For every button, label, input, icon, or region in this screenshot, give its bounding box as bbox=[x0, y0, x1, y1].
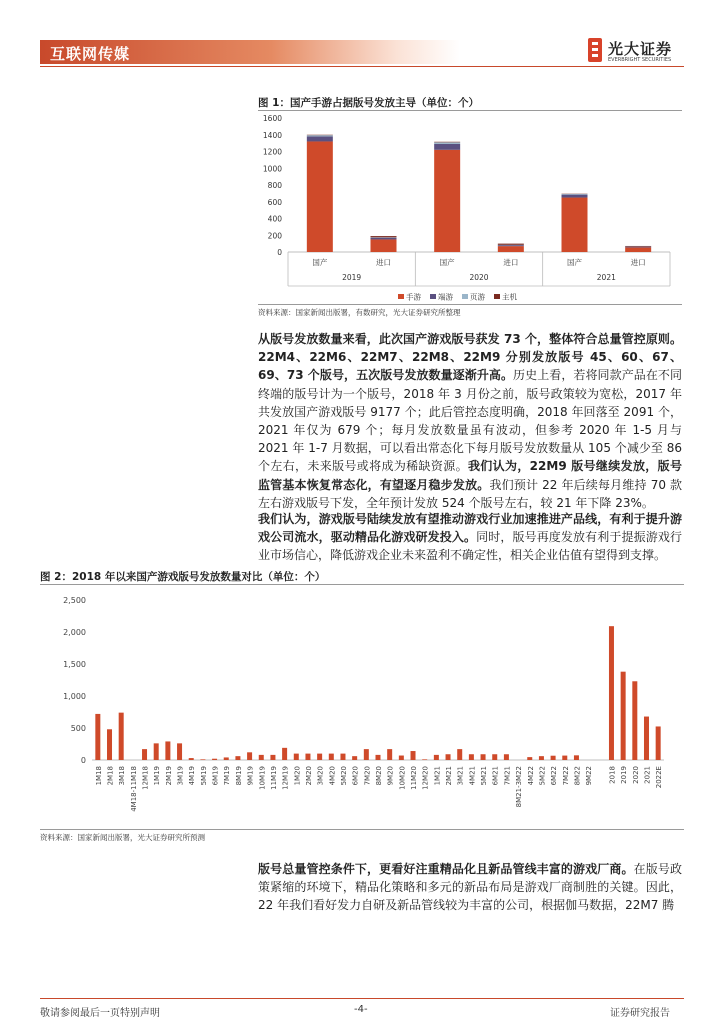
paragraph-2-body: 同时，版号再度发放有利于提振游戏行业市场信心，降低游戏企业未来盈利不确定性，相关企业估值有望得到支撑。 bbox=[258, 530, 682, 563]
figure2-x-tick-label: 5M19 bbox=[199, 766, 208, 786]
figure1-y-tick-label: 1200 bbox=[262, 147, 282, 157]
figure1-bar-segment bbox=[562, 194, 588, 195]
paragraph-2-lead: 我们认为，游戏版号陆续发放有望推动游戏行业加速推进产品线，有利于提升游戏公司流水，驱动精品化游戏研发投入。 bbox=[258, 512, 682, 545]
paragraph-3-lead: 版号总量管控条件下，更看好注重精品化且新品管线丰富的游戏厂商。 bbox=[258, 862, 634, 876]
figure1-legend-label: 主机 bbox=[502, 292, 517, 302]
figure1-bar-segment bbox=[307, 141, 333, 252]
footer-rule bbox=[40, 998, 684, 999]
figure2-bar bbox=[434, 755, 439, 760]
brand-name: 光大证券 bbox=[608, 40, 673, 58]
figure2-x-tick-label: 2019 bbox=[620, 766, 629, 784]
figure1-group-label: 2021 bbox=[596, 273, 616, 282]
figure2-x-tick-label: 10M19 bbox=[258, 766, 267, 790]
figure2-bar bbox=[551, 756, 556, 760]
figure1-bar-segment bbox=[307, 135, 333, 136]
figure1-category-label: 进口 bbox=[630, 258, 646, 267]
figure2-bar bbox=[399, 756, 404, 760]
brand-english: EVERBRIGHT SECURITIES bbox=[608, 57, 672, 63]
figure1-bar-segment bbox=[562, 198, 588, 252]
figure2-x-tick-label: 2021 bbox=[643, 766, 652, 784]
figure2-x-tick-label: 3M18 bbox=[118, 766, 127, 786]
figure1-y-tick-label: 600 bbox=[267, 197, 282, 207]
figure2-bar bbox=[165, 741, 170, 760]
figure1-legend-label: 手游 bbox=[406, 292, 421, 302]
figure2-bar bbox=[446, 754, 451, 760]
figure1-source: 资料来源：国家新闻出版署，有数研究，光大证券研究所整理 bbox=[258, 308, 461, 317]
figure1-category-label: 进口 bbox=[376, 258, 391, 267]
figure2-bar bbox=[644, 717, 649, 760]
figure1-legend-swatch bbox=[398, 294, 404, 299]
figure2-x-tick-label: 11M20 bbox=[410, 766, 419, 790]
figure2-bar bbox=[574, 755, 579, 760]
figure1-bar-segment bbox=[307, 136, 333, 141]
figure2-bottom-rule bbox=[40, 829, 684, 830]
figure2-x-tick-label: 1M20 bbox=[293, 766, 302, 786]
figure2-bar bbox=[317, 754, 322, 760]
figure2-y-tick-label: 500 bbox=[70, 724, 86, 733]
figure2-x-tick-label: 2M21 bbox=[445, 766, 454, 786]
figure2-bar bbox=[107, 729, 112, 760]
figure2-x-tick-label: 2020 bbox=[631, 766, 640, 784]
figure1-bar-segment bbox=[371, 238, 397, 240]
figure1-bar-segment bbox=[625, 246, 651, 247]
paragraph-3 bbox=[258, 860, 682, 915]
figure2-x-tick-label: 11M19 bbox=[269, 766, 278, 790]
figure2-y-tick-label: 2,500 bbox=[63, 596, 86, 605]
figure2-bar bbox=[469, 754, 474, 760]
figure2-bar bbox=[212, 759, 217, 760]
figure1-bottom-rule bbox=[258, 304, 682, 305]
figure2-bar bbox=[376, 755, 381, 760]
figure2-x-tick-label: 5M22 bbox=[538, 766, 547, 786]
figure1-y-tick-label: 1400 bbox=[262, 130, 282, 140]
figure2-y-tick-label: 0 bbox=[80, 756, 86, 765]
figure2-x-tick-label: 7M22 bbox=[561, 766, 570, 786]
figure2-x-tick-label: 9M20 bbox=[386, 766, 395, 786]
figure2-x-tick-label: 5M20 bbox=[339, 766, 348, 786]
figure2-bar bbox=[177, 743, 182, 760]
figure1-y-tick-label: 1600 bbox=[262, 114, 282, 123]
figure2-bar bbox=[352, 756, 357, 760]
figure2-bar bbox=[294, 754, 299, 760]
figure2-x-tick-label: 7M19 bbox=[223, 766, 232, 786]
figure2-x-tick-label: 2018 bbox=[608, 766, 617, 784]
figure1-bar-segment bbox=[625, 247, 651, 252]
figure2-bar bbox=[527, 757, 532, 760]
figure2-bar bbox=[364, 749, 369, 760]
figure1-y-tick-label: 1000 bbox=[262, 164, 282, 174]
figure2-bar bbox=[270, 755, 275, 760]
brand-logo bbox=[588, 36, 688, 68]
figure2-y-tick-label: 1,500 bbox=[63, 660, 86, 669]
figure2-x-tick-label: 6M20 bbox=[351, 766, 360, 786]
figure2-x-tick-label: 4M20 bbox=[328, 766, 337, 786]
brand-mark-icon bbox=[588, 38, 602, 62]
figure2-x-tick-label: 6M22 bbox=[550, 766, 559, 786]
figure2-x-tick-label: 2M20 bbox=[304, 766, 313, 786]
figure1-bar-segment bbox=[434, 150, 460, 252]
figure2-x-tick-label: 9M22 bbox=[585, 766, 594, 786]
figure2-x-tick-label: 3M19 bbox=[176, 766, 185, 786]
paragraph-1 bbox=[258, 330, 682, 512]
figure2-bar bbox=[154, 743, 159, 760]
figure1-bar-segment bbox=[434, 142, 460, 143]
figure2-x-tick-label: 6M19 bbox=[211, 766, 220, 786]
figure2-bar bbox=[411, 751, 416, 760]
figure1-category-label: 国产 bbox=[439, 258, 455, 267]
figure2-bar bbox=[224, 757, 229, 760]
figure2-title: 图 2：2018 年以来国产游戏版号发放数量对比（单位：个） bbox=[40, 571, 326, 583]
paragraph-1-forecast: 我们预计 22 年后续每月维持 70 款左右游戏版号下发，全年预计发放 524 个版号左右，较 21 年下降 23%。 bbox=[258, 477, 682, 510]
figure2-x-tick-label: 4M19 bbox=[188, 766, 197, 786]
figure1-y-tick-label: 800 bbox=[267, 181, 282, 190]
figure2-bar bbox=[457, 749, 462, 760]
figure2-bar bbox=[562, 756, 567, 760]
figure2-x-tick-label: 9M19 bbox=[246, 766, 255, 786]
figure1-legend-label: 页游 bbox=[470, 292, 485, 302]
footer-disclaimer: 敬请参阅最后一页特别声明 bbox=[40, 1008, 160, 1019]
figure2-x-tick-label: 2M18 bbox=[106, 766, 115, 786]
figure2-top-rule bbox=[40, 584, 684, 585]
figure2-bar bbox=[481, 754, 486, 760]
figure1-bar-segment bbox=[498, 244, 524, 245]
figure2-bar bbox=[621, 672, 626, 760]
figure1-bar-segment bbox=[562, 195, 588, 198]
figure2-x-tick-label: 4M21 bbox=[468, 766, 477, 786]
page-number: -4- bbox=[354, 1004, 368, 1015]
footer-report-type: 证券研究报告 bbox=[610, 1008, 670, 1019]
figure1-bar-segment bbox=[371, 239, 397, 252]
figure2-x-tick-label: 8M19 bbox=[234, 766, 243, 786]
figure2-x-tick-label: 2022E bbox=[655, 766, 664, 789]
figure2-bar bbox=[282, 748, 287, 760]
figure2-bar bbox=[95, 714, 100, 760]
figure1-group-label: 2019 bbox=[342, 273, 362, 282]
figure1-top-rule bbox=[258, 110, 682, 111]
figure2-bar bbox=[142, 749, 147, 760]
figure2-bar bbox=[235, 756, 240, 760]
figure2-x-tick-label: 12M19 bbox=[281, 766, 290, 790]
figure2-x-tick-label: 7M21 bbox=[503, 766, 512, 786]
paragraph-1-view: 我们认为，22M9 版号继续发放，版号监管基本恢复常态化，有望逐月稳步发放。 bbox=[258, 459, 682, 492]
figure1-y-tick-label: 200 bbox=[267, 231, 282, 241]
figure1-legend-swatch bbox=[494, 294, 500, 299]
figure2-y-tick-label: 1,000 bbox=[63, 692, 86, 701]
figure2-bar bbox=[329, 754, 334, 760]
figure2-bar bbox=[119, 713, 124, 760]
figure2-x-tick-label: 5M21 bbox=[480, 766, 489, 786]
figure2-x-tick-label: 1M19 bbox=[153, 766, 162, 786]
figure2-chart bbox=[40, 586, 684, 828]
figure2-source: 资料来源：国家新闻出版署，光大证券研究所预测 bbox=[40, 833, 205, 842]
paragraph-2 bbox=[258, 510, 682, 565]
figure2-bar bbox=[656, 726, 661, 760]
figure2-x-tick-label: 1M18 bbox=[94, 766, 103, 786]
figure2-bar bbox=[422, 759, 427, 760]
figure2-x-tick-label: 8M21-3M22 bbox=[515, 766, 524, 808]
figure2-bar bbox=[305, 754, 310, 760]
figure1-bar-segment bbox=[625, 247, 651, 248]
figure2-bar bbox=[259, 755, 264, 760]
figure2-bar bbox=[340, 754, 345, 760]
figure1-title: 图 1：国产手游占据版号发放主导（单位：个） bbox=[258, 97, 479, 109]
figure2-bar bbox=[200, 759, 205, 760]
figure2-bar bbox=[247, 752, 252, 760]
figure1-category-label: 进口 bbox=[503, 258, 519, 267]
figure2-x-tick-label: 8M22 bbox=[573, 766, 582, 786]
figure2-x-tick-label: 4M18-11M18 bbox=[129, 766, 138, 812]
figure1-bar-segment bbox=[498, 245, 524, 246]
figure2-bar bbox=[539, 756, 544, 760]
figure2-x-tick-label: 12M18 bbox=[141, 766, 150, 790]
figure1-legend-swatch bbox=[430, 294, 436, 299]
figure2-x-tick-label: 3M21 bbox=[456, 766, 465, 786]
figure2-x-tick-label: 7M20 bbox=[363, 766, 372, 786]
figure2-x-tick-label: 8M20 bbox=[375, 766, 383, 786]
figure2-bar bbox=[504, 754, 509, 760]
figure1-bar-segment bbox=[434, 142, 460, 144]
figure2-x-tick-label: 3M20 bbox=[316, 766, 325, 786]
figure1-bar-segment bbox=[371, 236, 397, 237]
figure1-category-label: 国产 bbox=[567, 258, 582, 267]
paragraph-3-body: 在版号政策紧缩的环境下，精品化策略和多元的新品布局是游戏厂商制胜的关键。因此，22 年我们看好发力自研及新品管线较为丰富的公司，根据伽马数据，22M7 腾 bbox=[258, 862, 682, 913]
figure2-x-tick-label: 6M21 bbox=[491, 766, 500, 786]
figure1-bar-segment bbox=[434, 144, 460, 150]
figure1-legend-label: 端游 bbox=[438, 292, 453, 302]
figure2-bar bbox=[492, 754, 497, 760]
figure1-category-label: 国产 bbox=[312, 258, 328, 267]
header-rule bbox=[40, 66, 684, 67]
figure2-x-tick-label: 1M21 bbox=[433, 766, 442, 786]
figure1-y-tick-label: 400 bbox=[267, 214, 282, 224]
figure2-bar bbox=[632, 681, 637, 760]
figure1-y-tick-label: 0 bbox=[277, 248, 282, 257]
figure2-x-tick-label: 2M19 bbox=[164, 766, 173, 786]
figure2-bar bbox=[387, 749, 392, 760]
paragraph-1-lead: 从版号发放数量来看，此次国产游戏版号获发 73 个，整体符合总量管控原则。22M4、22M6、22M7、22M8、22M9 分别发放版号 45、60、67、69、73 个版号，五次版号发放数量逐渐升高。 bbox=[258, 332, 682, 383]
figure2-x-tick-label: 10M20 bbox=[398, 766, 407, 790]
figure2-x-tick-label: 4M22 bbox=[526, 766, 535, 786]
figure2-bar bbox=[609, 626, 614, 760]
figure2-x-tick-label: 12M20 bbox=[421, 766, 430, 790]
figure1-legend-swatch bbox=[462, 294, 468, 299]
paragraph-1-body: 历史上看，若将同款产品在不同终端的版号计为一个版号，2018 年 3 月份之前，版号政策较为宽松，2017 年共发放国产游戏版号 9177 个；此后管控态度明确，2018 年回落至 2091 个，2021 年仅为 679 个；每月发放数量虽有波动，但参考 2020 年 1-5 月与 2021 年 1-7 月数据，可以看出常态化下每月版号发放数量从 105 个减少至 86 个左右，未来版号或将成为稀缺资源。 bbox=[258, 368, 682, 474]
figure1-bar-segment bbox=[498, 246, 524, 252]
section-title: 互联网传媒 bbox=[50, 45, 131, 63]
figure1-group-label: 2020 bbox=[469, 273, 489, 282]
figure1-chart bbox=[258, 112, 682, 304]
figure2-bar bbox=[189, 758, 194, 760]
figure2-y-tick-label: 2,000 bbox=[63, 628, 86, 637]
